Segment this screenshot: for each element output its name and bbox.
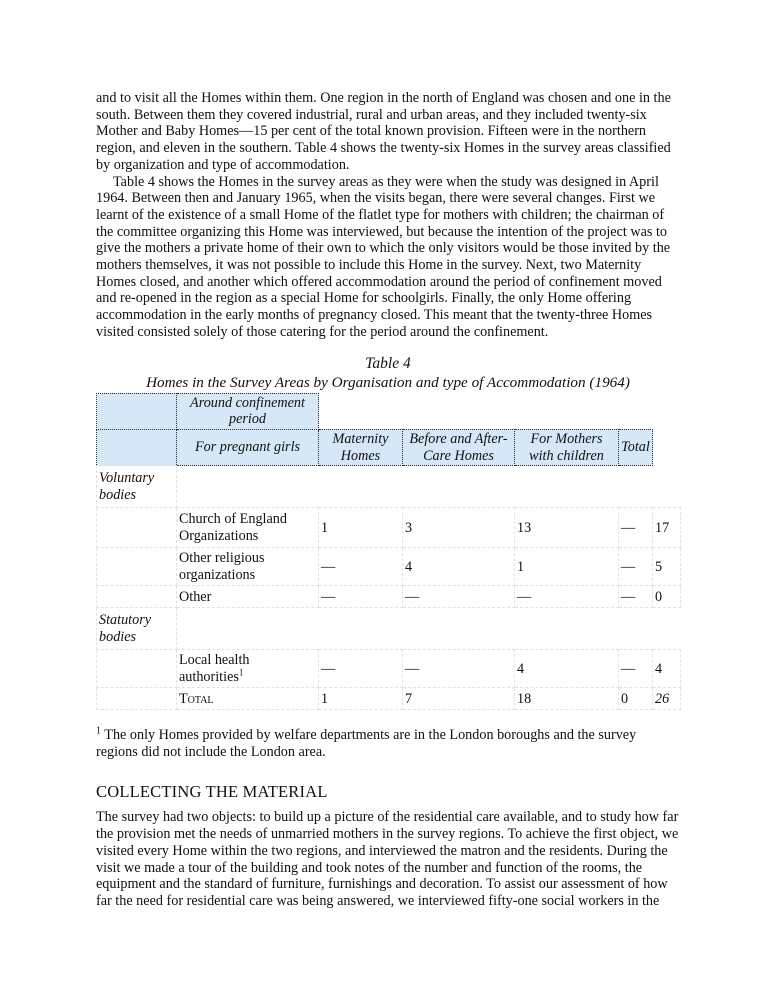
cell-before-after: 13	[515, 508, 619, 548]
header-before-after-care: Before and After-Care Homes	[403, 429, 515, 465]
total-row	[97, 688, 681, 710]
header-around-confinement: Around confinement period	[177, 393, 319, 429]
header-mothers-children: For Mothers with children	[515, 429, 619, 465]
row-label: Other	[177, 586, 319, 608]
cell-mothers-children: —	[619, 586, 653, 608]
grand-total: 26	[653, 688, 681, 710]
table-header-row-2	[97, 429, 681, 465]
header-pregnant-girls: For pregnant girls	[177, 429, 319, 465]
section-label-statutory: Statutory bodies	[97, 608, 177, 650]
total-mothers-children: 0	[619, 688, 653, 710]
second-paragraph: Table 4 shows the Homes in the survey areas as they were when the study was designed in April 1964. Between then and January 1965, when the visits began, there were several changes. First we learnt of the existence of a small Home of the flatlet type for mothers with children; the chairman of the committee organizing this Home was interviewed, but because the intention of the project was to give the mothers a private home of their own to which the only visitors would be those invited by the mothers themselves, it was not possible to include this Home in the survey. Next, two Maternity Homes closed, and another which offered accommodation around the period of confinement moved and re-opened in the region as a special Home for schoolgirls. Finally, the only Home offering accommodation in the early months of pregnancy closed. This meant that the twenty-three Homes visited consisted solely of those catering for the period around the confinement.	[96, 173, 671, 340]
header-maternity-homes: Maternity Homes	[319, 429, 403, 465]
header-total: Total	[619, 429, 653, 465]
table-row	[97, 508, 681, 548]
footnote-number: 1	[96, 725, 101, 737]
cell-before-after: 1	[515, 548, 619, 586]
section-label-voluntary: Voluntary bodies	[97, 466, 177, 508]
cell-mothers-children: —	[619, 548, 653, 586]
cell-total: 17	[653, 508, 681, 548]
table-label: Table 4	[365, 354, 411, 372]
cell-maternity: 3	[403, 508, 515, 548]
intro-paragraph: and to visit all the Homes within them. One region in the north of England was chosen and one in the south. Between them they covered industrial, rural and urban areas, and they included twenty-six Mother and Baby Homes—15 per cent of the total known provision. Fifteen were in the northern region, and eleven in the southern. Table 4 shows the twenty-six Homes in the survey areas classified by organization and type of accommodation.	[96, 90, 671, 173]
cell-total: 0	[653, 586, 681, 608]
section-row-statutory	[97, 608, 681, 650]
footnote-mark: 1	[238, 667, 244, 678]
header-blank-cell	[97, 429, 177, 465]
footnote: $^1$ The only Homes provided by welfare departments are in the London boroughs and the survey regions did not include the London area.	[96, 725, 637, 761]
cell-pregnant: —	[319, 586, 403, 608]
table-row	[97, 650, 681, 688]
document-page	[96, 90, 680, 910]
section-row-voluntary	[97, 466, 681, 508]
total-pregnant: 1	[319, 688, 403, 710]
header-blank-cell	[97, 393, 177, 429]
row-label: Other religious organizations	[177, 548, 319, 586]
table-row	[97, 548, 681, 586]
cell-maternity: —	[403, 586, 515, 608]
cell-maternity: 4	[403, 548, 515, 586]
section-heading: COLLECTING THE MATERIAL	[96, 781, 328, 801]
total-maternity: 7	[403, 688, 515, 710]
cell-pregnant: —	[319, 650, 403, 688]
cell-total: 5	[653, 548, 681, 586]
total-row-label: Total	[177, 688, 319, 710]
cell-mothers-children: —	[619, 508, 653, 548]
cell-before-after: —	[515, 586, 619, 608]
cell-before-after: 4	[515, 650, 619, 688]
cell-pregnant: —	[319, 548, 403, 586]
cell-pregnant: 1	[319, 508, 403, 548]
table-title: Homes in the Survey Areas by Organisation and type of Accommodation (1964)	[146, 373, 630, 391]
row-label: Church of England Organizations	[177, 508, 319, 548]
table-row	[97, 586, 681, 608]
homes-table	[96, 393, 681, 711]
cell-mothers-children: —	[619, 650, 653, 688]
table-header-row-1	[97, 393, 681, 429]
cell-total: 4	[653, 650, 681, 688]
total-before-after: 18	[515, 688, 619, 710]
cell-maternity: —	[403, 650, 515, 688]
row-label: Local health authorities$^1$	[177, 650, 319, 688]
final-paragraph: The survey had two objects: to build up a picture of the residential care available, and to study how far the provision met the needs of unmarried mothers in the survey regions. To achieve the first object, we visited every Home within the two regions, and interviewed the matron and the residents. During the visit we made a tour of the building and took notes of the number and function of the rooms, the equipment and the standard of furniture, furnishings and decoration. To assist our assessment of how far the need for residential care was being answered, we interviewed fifty-one social workers in the	[96, 809, 679, 909]
